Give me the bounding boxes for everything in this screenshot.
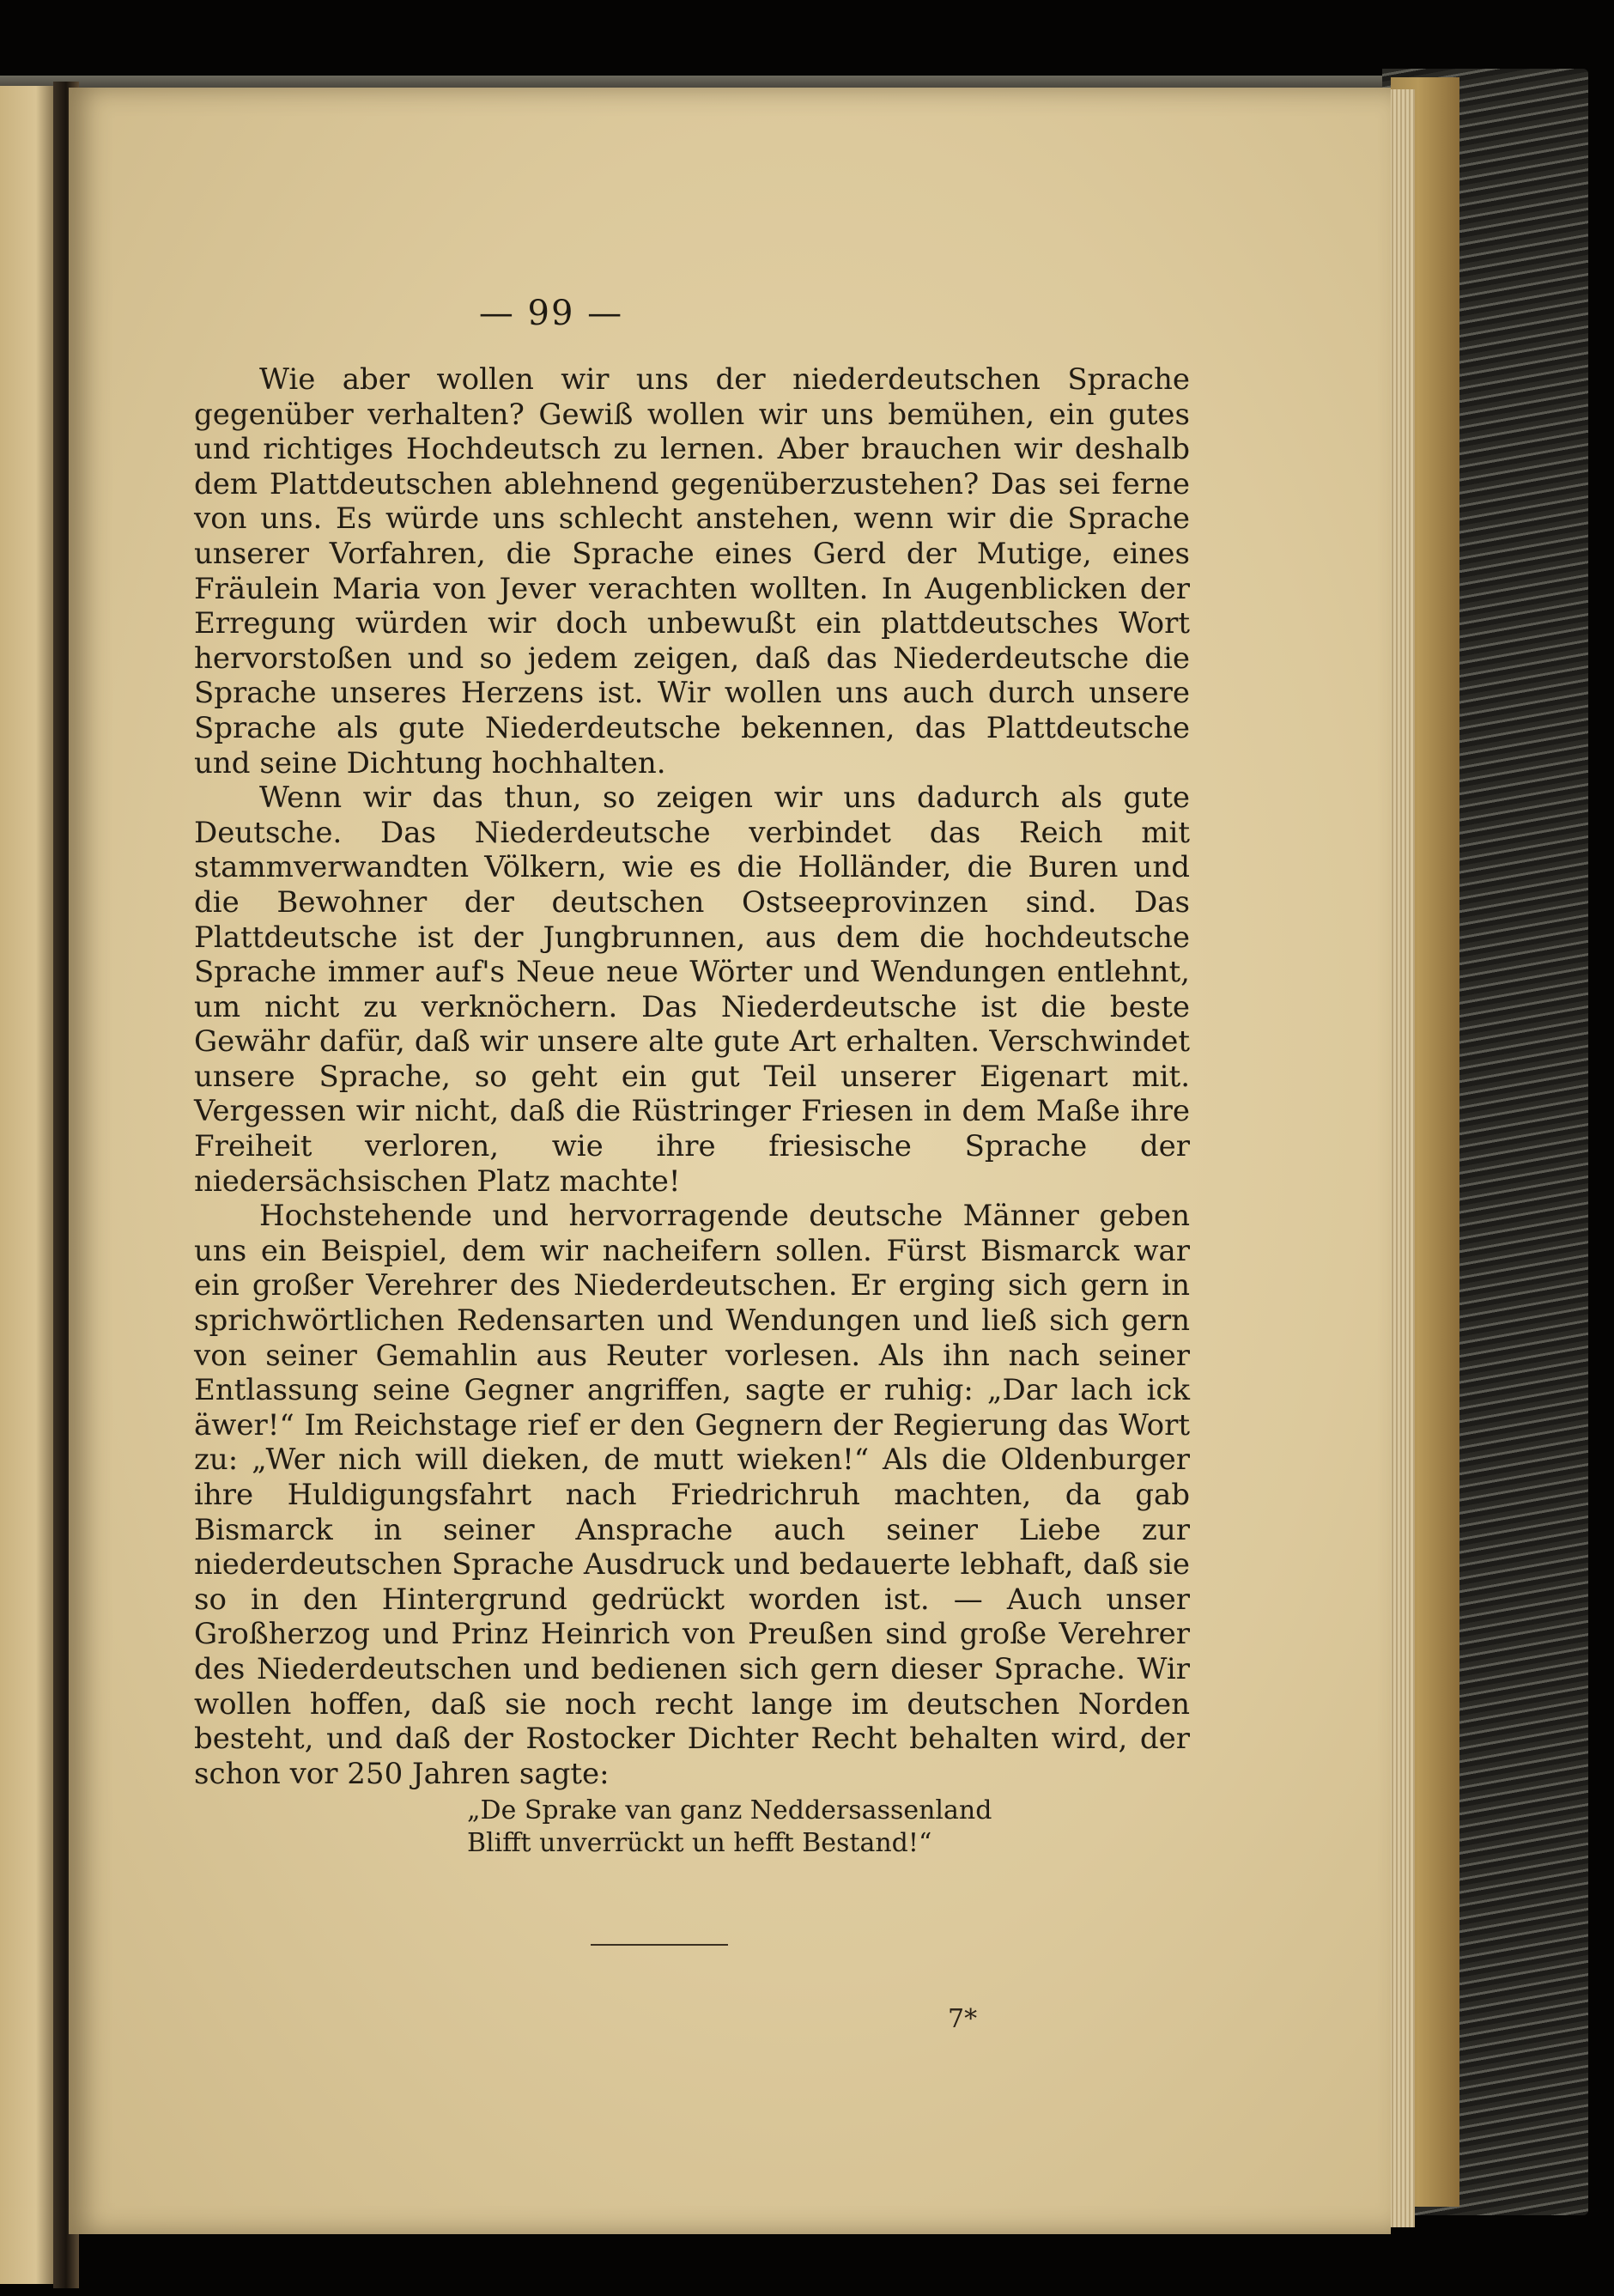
paragraph-1: Wie aber wollen wir uns der niederdeutschen Sprache gegenüber verhalten? Gewiß wollen wir uns bemühen, ein gutes und richtiges Hochdeutsch zu lernen. Aber brauchen wir deshalb dem Plattdeutschen ablehnend gegenüberzustehen? Das sei ferne von uns. Es würde uns schlecht anstehen, wenn wir die Sprache unserer Vorfahren, die Sprache eines Gerd der Mutige, eines Fräulein Maria von Jever verachten wollten. In Augenblicken der Erregung würden wir doch unbewußt ein plattdeutsches Wort hervorstoßen und so jedem zeigen, daß das Niederdeutsche die Sprache unseres Herzens ist. Wir wollen uns auch durch unsere Sprache als gute Niederdeutsche bekennen, das Plattdeutsche und seine Dichtung hochhalten.: [194, 362, 1190, 781]
page-number: — 99 —: [478, 294, 624, 333]
section-rule: [591, 1944, 728, 1946]
body-text: [194, 362, 1190, 1860]
signature-mark: 7*: [948, 2004, 978, 2034]
verse-quote: [467, 1795, 1190, 1860]
book-page: [69, 88, 1391, 2234]
verse-line-2: Blifft unverrückt un hefft Bestand!“: [467, 1828, 932, 1859]
paragraph-3: Hochstehende und hervorragende deutsche Männer geben uns ein Beispiel, dem wir nacheifern sollen. Fürst Bismarck war ein großer Verehrer des Niederdeutschen. Er erging sich gern in sprichwörtlichen Redensarten und Wendungen und ließ sich gern von seiner Gemahlin aus Reuter vorlesen. Als ihn nach seiner Entlassung seine Gegner angriffen, sagte er ruhig: „Dar lach ick äwer!“ Im Reichstage rief er den Gegnern der Regierung das Wort zu: „Wer nich will dieken, de mutt wieken!“ Als die Oldenburger ihre Huldigungsfahrt nach Friedrichruh machten, da gab Bismarck in seiner Ansprache auch seiner Liebe zur niederdeutschen Sprache Ausdruck und bedauerte lebhaft, daß sie so in den Hintergrund gedrückt worden ist. — Auch unser Großherzog und Prinz Heinrich von Preußen sind große Verehrer des Niederdeutschen und bedienen sich gern dieser Sprache. Wir wollen hoffen, daß sie noch recht lange im deutschen Norden besteht, und daß der Rostocker Dichter Recht behalten wird, der schon vor 250 Jahren sagte:: [194, 1199, 1190, 1791]
facing-page-edge: [0, 86, 60, 2284]
paragraph-2: Wenn wir das thun, so zeigen wir uns dadurch als gute Deutsche. Das Niederdeutsche verbindet das Reich mit stammverwandten Völkern, wie es die Holländer, die Buren und die Bewohner der deutschen Ostseeprovinzen sind. Das Plattdeutsche ist der Jungbrunnen, aus dem die hochdeutsche Sprache immer auf's Neue neue Wörter und Wendungen entlehnt, um nicht zu verknöchern. Das Niederdeutsche ist die beste Gewähr dafür, daß wir unsere alte gute Art erhalten. Verschwindet unsere Sprache, so geht ein gut Teil unserer Eigenart mit. Vergessen wir nicht, daß die Rüstringer Friesen in dem Maße ihre Freiheit verloren, wie ihre friesische Sprache der niedersächsischen Platz machte!: [194, 781, 1190, 1199]
verse-line-1: „De Sprake van ganz Neddersassenland: [467, 1795, 992, 1826]
